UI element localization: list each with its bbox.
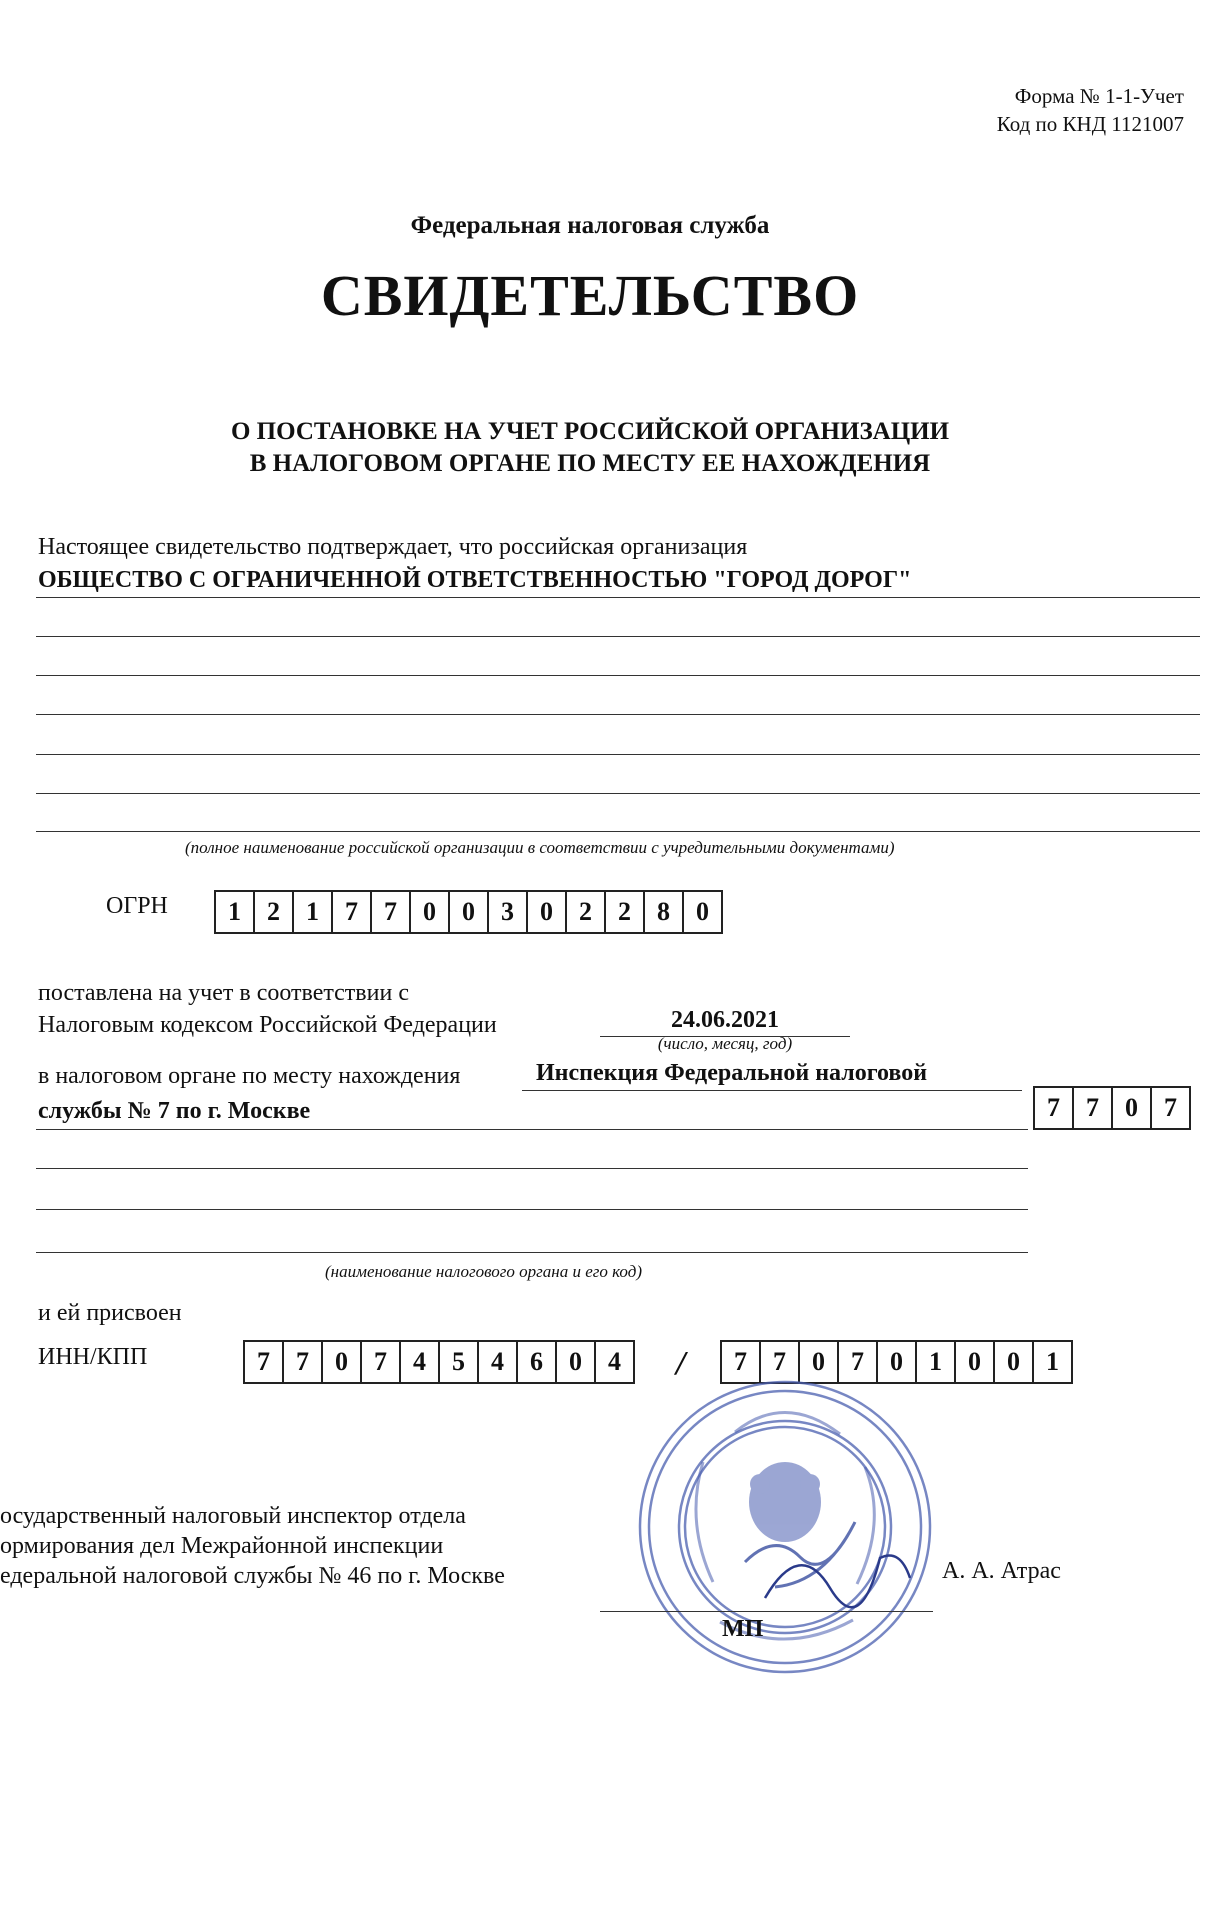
ogrn-digit: 0 — [528, 892, 567, 932]
inn-digit: 4 — [608, 1347, 621, 1376]
authority-line-1 — [522, 1090, 1022, 1091]
ogrn-digit: 7 — [372, 892, 411, 932]
authority-line-4 — [36, 1209, 1028, 1210]
authority-code-boxes — [1033, 1086, 1191, 1130]
name-line-6 — [36, 793, 1200, 794]
authority-line-5 — [36, 1252, 1028, 1253]
authority-code-digit: 7 — [1035, 1088, 1074, 1128]
organization-name: ОБЩЕСТВО С ОГРАНИЧЕННОЙ ОТВЕТСТВЕННОСТЬЮ "ГОРОД ДОРОГ" — [38, 567, 912, 593]
kpp-digit: 7 — [722, 1342, 761, 1382]
ogrn-digit: 2 — [606, 892, 645, 932]
name-line-4 — [36, 714, 1200, 715]
name-line-2 — [36, 636, 1200, 637]
official-stamp — [625, 1372, 945, 1682]
signatory-name: А. А. Атрас — [942, 1558, 1061, 1584]
authority-line-3 — [36, 1168, 1028, 1169]
kpp-digit: 0 — [800, 1342, 839, 1382]
inn-digit: 0 — [323, 1342, 362, 1382]
inn-digit: 6 — [518, 1342, 557, 1382]
subtitle-line-2: В НАЛОГОВОМ ОРГАНЕ ПО МЕСТУ ЕЕ НАХОЖДЕНИЯ — [249, 450, 931, 477]
kpp-digit: 1 — [1046, 1347, 1059, 1376]
registration-line-2: Налоговым кодексом Российской Федерации — [38, 1012, 497, 1038]
ogrn-digit: 1 — [216, 892, 255, 932]
ogrn-digit: 8 — [645, 892, 684, 932]
agency-name: Федеральная налоговая служба — [410, 212, 770, 239]
registration-line-1: поставлена на учет в соответствии с — [38, 980, 409, 1006]
ogrn-digit: 2 — [255, 892, 294, 932]
intro-text: Настоящее свидетельство подтверждает, что российская организация — [38, 534, 748, 560]
authority-code-digit: 7 — [1164, 1093, 1177, 1122]
ogrn-boxes — [214, 890, 723, 934]
document-title: СВИДЕТЕЛЬСТВО — [320, 263, 860, 328]
date-caption: (число, месяц, год) — [657, 1034, 793, 1053]
position-line-2: ормирования дел Межрайонной инспекции — [0, 1533, 444, 1559]
ogrn-digit: 0 — [411, 892, 450, 932]
stamp-label: МП — [722, 1616, 764, 1642]
authority-caption: (наименование налогового органа и его код) — [325, 1262, 642, 1281]
kpp-digit: 0 — [995, 1342, 1034, 1382]
authority-code-digit: 7 — [1074, 1088, 1113, 1128]
kpp-digit: 7 — [839, 1342, 878, 1382]
inn-kpp-label: ИНН/КПП — [38, 1344, 148, 1370]
inn-digit: 7 — [284, 1342, 323, 1382]
knd-code: Код по КНД 1121007 — [996, 112, 1184, 136]
inn-digit: 0 — [557, 1342, 596, 1382]
authority-name-line-2: службы № 7 по г. Москве — [38, 1098, 311, 1124]
ogrn-label: ОГРН — [106, 893, 168, 919]
kpp-digit: 7 — [761, 1342, 800, 1382]
registration-date: 24.06.2021 — [671, 1007, 779, 1033]
kpp-digit: 0 — [956, 1342, 995, 1382]
ogrn-digit: 1 — [294, 892, 333, 932]
inn-kpp-separator: / — [676, 1345, 686, 1382]
inn-digit: 7 — [245, 1342, 284, 1382]
organization-caption: (полное наименование российской организации в соответствии с учредительными документами) — [185, 838, 895, 857]
position-line-3: едеральной налоговой службы № 46 по г. Москве — [0, 1563, 505, 1589]
ogrn-digit: 0 — [450, 892, 489, 932]
authority-intro: в налоговом органе по месту нахождения — [38, 1063, 461, 1089]
assignment-intro: и ей присвоен — [38, 1300, 182, 1326]
authority-code-digit: 0 — [1113, 1088, 1152, 1128]
name-line-3 — [36, 675, 1200, 676]
authority-line-2 — [36, 1129, 1028, 1130]
ogrn-digit: 7 — [333, 892, 372, 932]
name-line-1 — [36, 597, 1200, 598]
kpp-digit: 0 — [878, 1342, 917, 1382]
form-number: Форма № 1-1-Учет — [1014, 84, 1184, 108]
position-line-1: осударственный налоговый инспектор отдела — [0, 1503, 466, 1529]
name-line-7 — [36, 831, 1200, 832]
ogrn-digit: 3 — [489, 892, 528, 932]
inn-digit: 7 — [362, 1342, 401, 1382]
inn-boxes — [243, 1340, 635, 1384]
inn-digit: 4 — [479, 1342, 518, 1382]
inn-digit: 5 — [440, 1342, 479, 1382]
ogrn-digit: 2 — [567, 892, 606, 932]
subtitle-line-1: О ПОСТАНОВКЕ НА УЧЕТ РОССИЙСКОЙ ОРГАНИЗАЦИИ — [230, 418, 950, 445]
kpp-digit: 1 — [917, 1342, 956, 1382]
authority-name-line-1: Инспекция Федеральной налоговой — [536, 1060, 928, 1086]
ogrn-digit: 0 — [696, 897, 709, 926]
name-line-5 — [36, 754, 1200, 755]
inn-digit: 4 — [401, 1342, 440, 1382]
signature-mark — [760, 1528, 920, 1618]
